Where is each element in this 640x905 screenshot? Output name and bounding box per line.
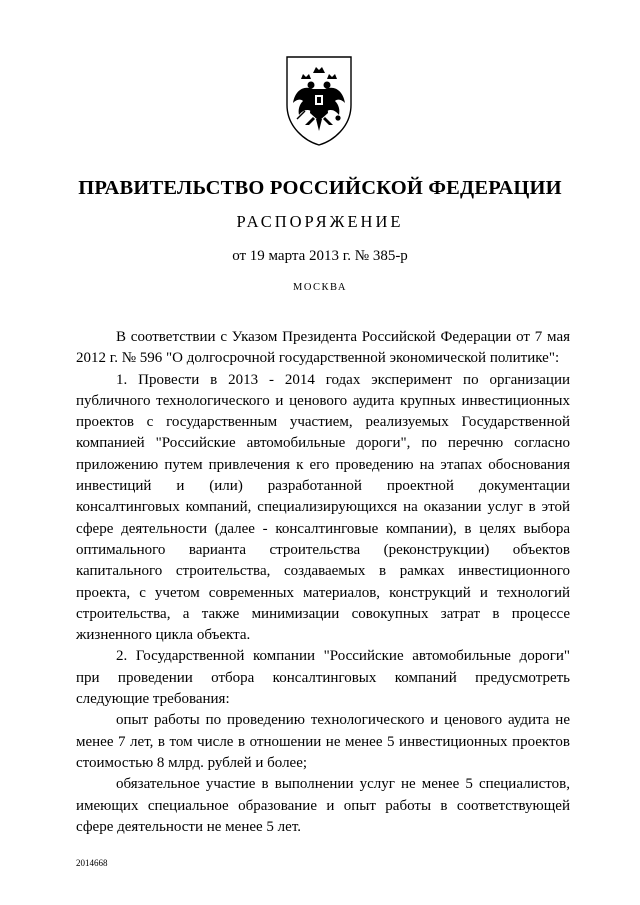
russian-coat-of-arms-icon [283,55,355,147]
paragraph-preamble: В соответствии с Указом Президента Российской Федерации от 7 мая 2012 г. № 596 "О долгосрочной государственной экономической политике": [76,329,570,367]
paragraph-requirement-2: обязательное участие в выполнении услуг не менее 5 специалистов, имеющих специальное образование и опыт работы в соответствующей сфере деятельности не менее 5 лет. [76,776,570,835]
document-city: МОСКВА [293,282,347,293]
document-type: РАСПОРЯЖЕНИЕ [236,212,404,231]
document-body [76,327,570,838]
document-footer-code: 2014668 [76,858,108,868]
paragraph-item-2: 2. Государственной компании "Российские автомобильные дороги" при проведении отбора консалтинговых компаний предусмотреть следующие требования: [76,648,570,708]
document-date-number: от 19 марта 2013 г. № 385-р [232,248,408,264]
paragraph-item-1: 1. Провести в 2013 - 2014 годах эксперимент по организации публичного технологического и ценового аудита крупных инвестиционных проектов с государственным участием, реализуемых Государственной компанией "Российские автомобильные дороги", по перечню согласно приложению путем привлечения к его проведению на этапах обоснования инвестиций и (или) разработанной проектной документации консалтинговых компаний, специализирующихся на оказании услуг в этой сфере деятельности (далее - консалтинговые компании), в целях выбора оптимального варианта строительства (реконструкции) объектов капитального строительства, создаваемых в рамках инвестиционного проекта, с учетом современных материалов, конструкций и технологий строительства, а также минимизации совокупных затрат в процессе жизненного цикла объекта. [76,371,570,644]
paragraph-requirement-1: опыт работы по проведению технологического и ценового аудита не менее 7 лет, в том числе в отношении не менее 5 инвестиционных проектов стоимостью 8 млрд. рублей и более; [76,712,570,771]
government-title: ПРАВИТЕЛЬСТВО РОССИЙСКОЙ ФЕДЕРАЦИИ [78,177,562,199]
